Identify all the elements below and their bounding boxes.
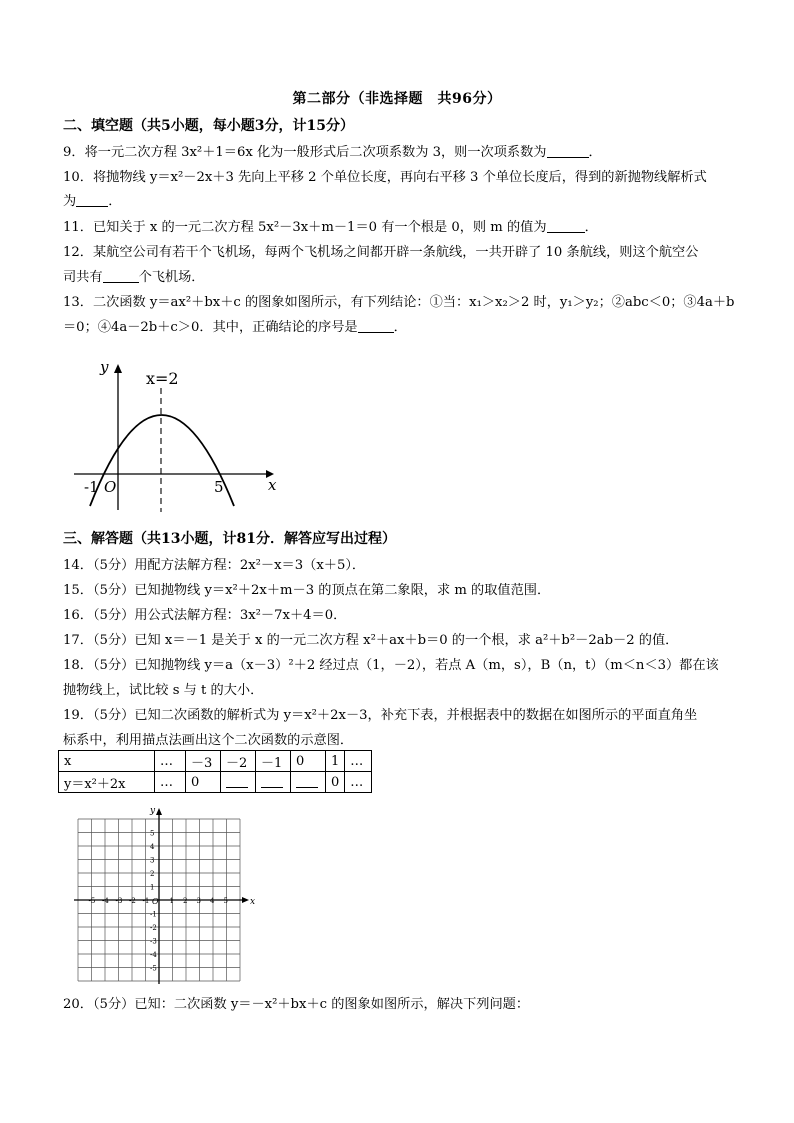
fig13-y-label: y [100,358,109,376]
question-10-end: ． [108,194,122,209]
question-19-line1: 19．（5分）已知二次函数的解析式为 y＝x²＋2x－3，补充下表，并根据表中的数据在如图所示的平面直角坐 [63,708,698,723]
grid-y-tick: 1 [150,883,155,892]
fig13-origin-label: O [104,478,117,496]
question-12-line2 [63,266,205,285]
table-row-x [59,751,372,772]
grid-x-tick: -5 [88,897,96,905]
table-cell: －3 [186,751,221,772]
question-9 [63,141,602,160]
grid-origin-label: O [152,897,159,906]
question-13-line2 [63,316,407,335]
answer-blank-11[interactable] [547,220,585,233]
table-cell: 0 [186,772,221,793]
grid-x-label: x [250,897,256,907]
fig13-tick-neg1: -1 [84,478,99,496]
table-answer-cell[interactable] [221,772,256,793]
table-cell: 1 [326,751,345,772]
fig13-symmetry-label: x=2 [146,369,179,388]
question-9-end: ． [588,145,602,160]
grid-y-tick: -2 [150,924,157,932]
question-11-text: 11．已知关于 x 的一元二次方程 5x²－3x＋m－1＝0 有一个根是 0，则 m 的值为 [63,220,547,235]
grid-x-tick: -3 [115,897,123,905]
y-axis-arrow [114,364,122,373]
question-12-end: 个飞机场． [138,270,205,285]
table-answer-cell[interactable] [291,772,326,793]
answer-blank-12[interactable] [103,270,139,283]
question-16: 16．（5分）用公式法解方程：3x²－7x＋4＝0． [63,608,347,623]
grid-x-tick: -4 [102,897,109,905]
question-10-start: 为 [63,194,77,209]
question-13-line1: 13．二次函数 y＝ax²＋bx＋c 的图象如图所示，有下列结论：①当：x₁＞x₂＞2 时，y₁＞y₂；②abc＜0；③4a＋b [63,295,735,310]
grid-x-tick: 3 [196,897,201,905]
grid-y-tick: -3 [150,937,157,946]
answer-blank-x-2[interactable] [226,775,248,788]
grid-x-tick: 5 [223,897,228,905]
grid-x-tick: 4 [210,897,215,905]
table-answer-cell[interactable] [256,772,291,793]
grid-y-tick: -5 [150,964,157,973]
table-cell: … [155,751,186,772]
answer-blank-9[interactable] [547,145,589,158]
answer-blank-x0[interactable] [296,775,318,788]
coordinate-grid-19 [74,800,256,978]
fig13-x-label: x [268,476,277,494]
question-19-line2: 标系中，利用描点法画出这个二次函数的示意图． [63,733,354,748]
table-cell: －1 [256,751,291,772]
section-fill-in-heading: 二、填空题（共5小题，每小题3分，计15分） [63,118,354,134]
grid-x-tick: -1 [142,897,150,905]
answer-blank-x-1[interactable] [261,775,283,788]
question-9-text: 9．将一元二次方程 3x²＋1＝6x 化为一般形式后二次项系数为 3，则一次项系数为 [63,145,547,160]
question-12-start: 司共有 [63,270,103,285]
grid-y-tick: 2 [150,870,155,878]
grid-y-tick: 3 [150,856,155,865]
grid-x-tick: 1 [169,897,174,905]
y-axis-arrow [156,808,162,815]
question-18-line1: 18．（5分）已知抛物线 y＝a（x－3）²＋2 经过点（1，－2），若点 A（m，s），B（n，t）（m＜n＜3）都在该 [63,658,719,673]
table-cell: x [59,751,155,772]
grid-y-tick: -4 [150,951,157,959]
question-20: 20．（5分）已知：二次函数 y＝－x²＋bx＋c 的图象如图所示，解决下列问题： [63,997,530,1012]
table-cell: －2 [221,751,256,772]
table-cell: … [345,751,372,772]
question-11-end: ． [584,220,598,235]
grid-x-tick: 2 [183,897,188,905]
value-table-19 [58,750,372,793]
question-12-line1: 12．某航空公司有若干个飞机场，每两个飞机场之间都开辟一条航线，一共开辟了 10 条航线，则这个航空公 [63,245,699,260]
fig13-tick-5: 5 [214,478,224,496]
question-17: 17．（5分）已知 x＝－1 是关于 x 的一元二次方程 x²＋ax＋b＝0 的一个根，求 a²＋b²－2ab－2 的值． [63,633,679,648]
question-11 [63,216,598,235]
grid-y-label: y [150,806,156,816]
section-answer-heading: 三、解答题（共13小题，计81分．解答应写出过程） [63,531,396,547]
answer-blank-10[interactable] [76,194,108,207]
x-axis-arrow [242,897,249,903]
grid-x-tick: -2 [129,897,136,905]
table-cell: … [155,772,186,793]
question-13-text: ＝0；④4a－2b＋c＞0．其中，正确结论的序号是 [63,320,358,335]
table-cell: … [345,772,372,793]
grid-y-tick: 5 [150,829,155,838]
answer-blank-13[interactable] [358,320,394,333]
question-13-end: ． [393,320,407,335]
question-10-line1: 10．将抛物线 y＝x²－2x＋3 先向上平移 2 个单位长度，再向右平移 3 个单位长度后，得到的新抛物线解析式 [63,170,707,185]
table-cell: 0 [326,772,345,793]
question-15: 15．（5分）已知抛物线 y＝x²＋2x＋m－3 的顶点在第二象限，求 m 的取值范围． [63,583,551,598]
grid-y-tick: -1 [150,910,157,919]
table-row-y [59,772,372,793]
question-14: 14．（5分）用配方法解方程：2x²－x＝3（x＋5）． [63,558,366,573]
table-cell: 0 [291,751,326,772]
parabola-figure-13 [68,352,280,514]
grid-y-tick: 4 [150,843,155,851]
table-cell: y＝x²＋2x [59,772,155,793]
question-18-line2: 抛物线上，试比较 s 与 t 的大小． [63,683,264,698]
part-title: 第二部分（非选择题 共96分） [292,91,502,107]
question-10-line2 [63,190,121,209]
